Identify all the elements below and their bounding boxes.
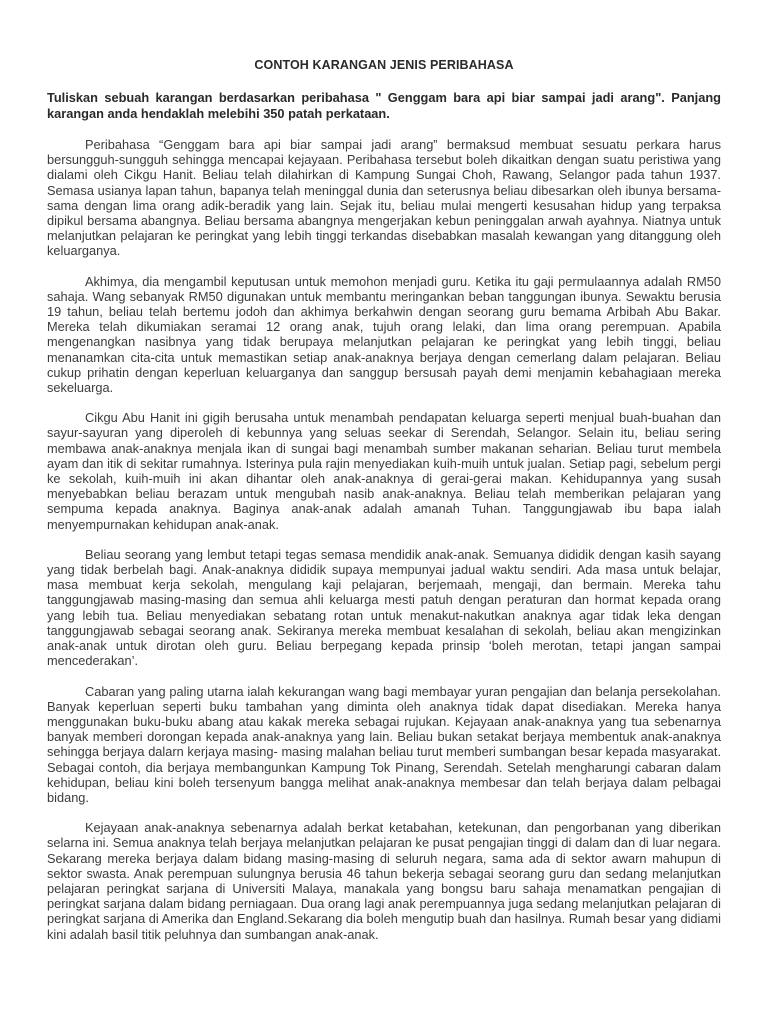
paragraph-1: Peribahasa “Genggam bara api biar sampai jadi arang” bermaksud membuat sesuatu perkara harus bersungguh-sungguh sehingga mencapai kejayaan. Peribahasa tersebut boleh dikaitkan dengan suatu peristiwa yang dialami oleh Cikgu Hanit. Beliau telah dilahirkan di Kampung Sungai Choh, Rawang, Selangor pada tahun 1937. Semasa usianya lapan tahun, bapanya telah meninggal dunia dan seterusnya beliau dibesarkan oleh ibunya bersama-sama dengan lima orang adik-beradik yang lain. Sejak itu, beliau mulai mengerti kesusahan hidup yang terpaksa dipikul bersama abangnya. Beliau bersama abangnya mengerjakan kebun peninggalan arwah ayahnya. Niatnya untuk melanjutkan pelajaran ke peringkat yang lebih tinggi terkandas disebabkan masalah kewangan yang ditanggung oleh keluarganya. — [47, 137, 721, 259]
document-page — [47, 58, 721, 957]
paragraph-3: Cikgu Abu Hanit ini gigih berusaha untuk menambah pendapatan keluarga seperti menjual buah-buahan dan sayur-sayuran yang diperoleh di kebunnya yang seluas seekar di Serendah, Selangor. Selain itu, beliau sering membawa anak-anaknya menjala ikan di sungai bagi menambah sumber makanan seharian. Beliau turut membela ayam dan itik di sekitar rumahnya. Isterinya pula rajin menyediakan kuih-muih untuk jualan. Setiap pagi, sebelum pergi ke sekolah, kuih-muih ini akan dihantar oleh anak-anaknya di gerai-gerai makan. Kehidupannya yang susah menyebabkan beliau berazam untuk mengubah nasib anak-anaknya. Beliau telah memberikan pelajaran yang sempuma kepada anaknya. Baginya anak-anak adalah amanah Tuhan. Tanggungjawab ibu bapa ialah menyempurnakan kehidupan anak-anak. — [47, 410, 721, 532]
essay-instruction: Tuliskan sebuah karangan berdasarkan peribahasa " Genggam bara api biar sampai jadi arang". Panjang karangan anda hendaklah melebihi 350 patah perkataan. — [47, 90, 721, 121]
document-title: CONTOH KARANGAN JENIS PERIBAHASA — [254, 58, 514, 72]
paragraph-6: Kejayaan anak-anaknya sebenarnya adalah berkat ketabahan, ketekunan, dan pengorbanan yang diberikan selarna ini. Semua anaknya telah berjaya melanjutkan pelajaran ke pusat pengajian tinggi di dalam dan di luar negara. Sekarang mereka berjaya dalam bidang masing-masing di seluruh negara, sama ada di sektor awarn mahupun di sektor swasta. Anak perempuan sulungnya berusia 46 tahun bekerja sebagai seorang guru dan sedang melanjutkan pelajaran peringkat sarjana di Universiti Malaya, manakala yang bongsu baru sahaja menamatkan pengajian di peringkat sarjana dalam bidang perniagaan. Dua orang lagi anak perempuannya juga sedang melanjutkan pelajaran di peringkat sarjana di Amerika dan England.Sekarang dia boleh mengutip buah dan hasilnya. Rumah besar yang didiami kini adalah basil titik peluhnya dan sumbangan anak-anak. — [47, 820, 721, 942]
paragraph-2: Akhimya, dia mengambil keputusan untuk memohon menjadi guru. Ketika itu gaji permulaannya adalah RM50 sahaja. Wang sebanyak RM50 digunakan untuk membantu meringankan beban tanggungan ibunya. Sewaktu berusia 19 tahun, beliau telah bertemu jodoh dan akhimya berkahwin dengan seorang guru bemama Arbibah Abu Bakar. Mereka telah dikumiakan seramai 12 orang anak, tujuh orang lelaki, dan lima orang perempuan. Apabila mengenangkan nasibnya yang tidak berupaya melanjutkan pelajaran ke peringkat yang lebih tinggi, beliau menanamkan cita-cita untuk memastikan setiap anak-anaknya berjaya dengan cemerlang dalam pelajaran. Beliau cukup prihatin dengan keperluan keluarganya dan sanggup bersusah payah demi menjamin kebahagiaan mereka sekeluarga. — [47, 273, 721, 396]
paragraph-4: Beliau seorang yang lembut tetapi tegas semasa mendidik anak-anak. Semuanya dididik dengan kasih sayang yang tidak berbelah bagi. Anak-anaknya dididik supaya mempunyai jadual waktu sendiri. Ada masa untuk belajar, masa membuat kerja sekolah, mengulang kaji pelajaran, berjemaah, mengaji, dan bermain. Mereka tahu tanggungjawab masing-masing dan semua ahli keluarga mesti patuh dengan peraturan dan hormat kepada orang yang lebih tua. Beliau menyediakan sebatang rotan untuk menakut-nakutkan anaknya agar tidak leka dengan tanggungjawab sebagai seorang anak. Sekiranya mereka membuat kesalahan di sekolah, beliau akan mengizinkan anak-anak untuk dirotan oleh guru. Beliau berpegang kepada prinsip ‘boleh merotan, tetapi jangan sampai mencederakan’. — [47, 546, 721, 669]
paragraph-5: Cabaran yang paling utarna ialah kekurangan wang bagi membayar yuran pengajian dan belanja persekolahan. Banyak keperluan seperti buku tambahan yang diminta oleh anaknya tidak dapat disediakan. Mereka hanya menggunakan buku-buku abang atau kakak mereka sebagai rujukan. Kejayaan anak-anaknya yang tua sebenarnya banyak memberi dorongan kepada anak-anaknya yang lain. Beliau bukan setakat berjaya membentuk anak-anaknya sehingga berjaya dalarn kerjaya masing- masing malahan beliau turut memberi sumbangan besar kepada masyarakat. Sebagai contoh, dia berjaya membangunkan Kampung Tok Pinang, Serendah. Setelah mengharungi cabaran dalam kehidupan, beliau kini boleh tersenyum bangga melihat anak-anaknya membesar dan telah berjaya dalam pelbagai bidang. — [47, 683, 721, 805]
